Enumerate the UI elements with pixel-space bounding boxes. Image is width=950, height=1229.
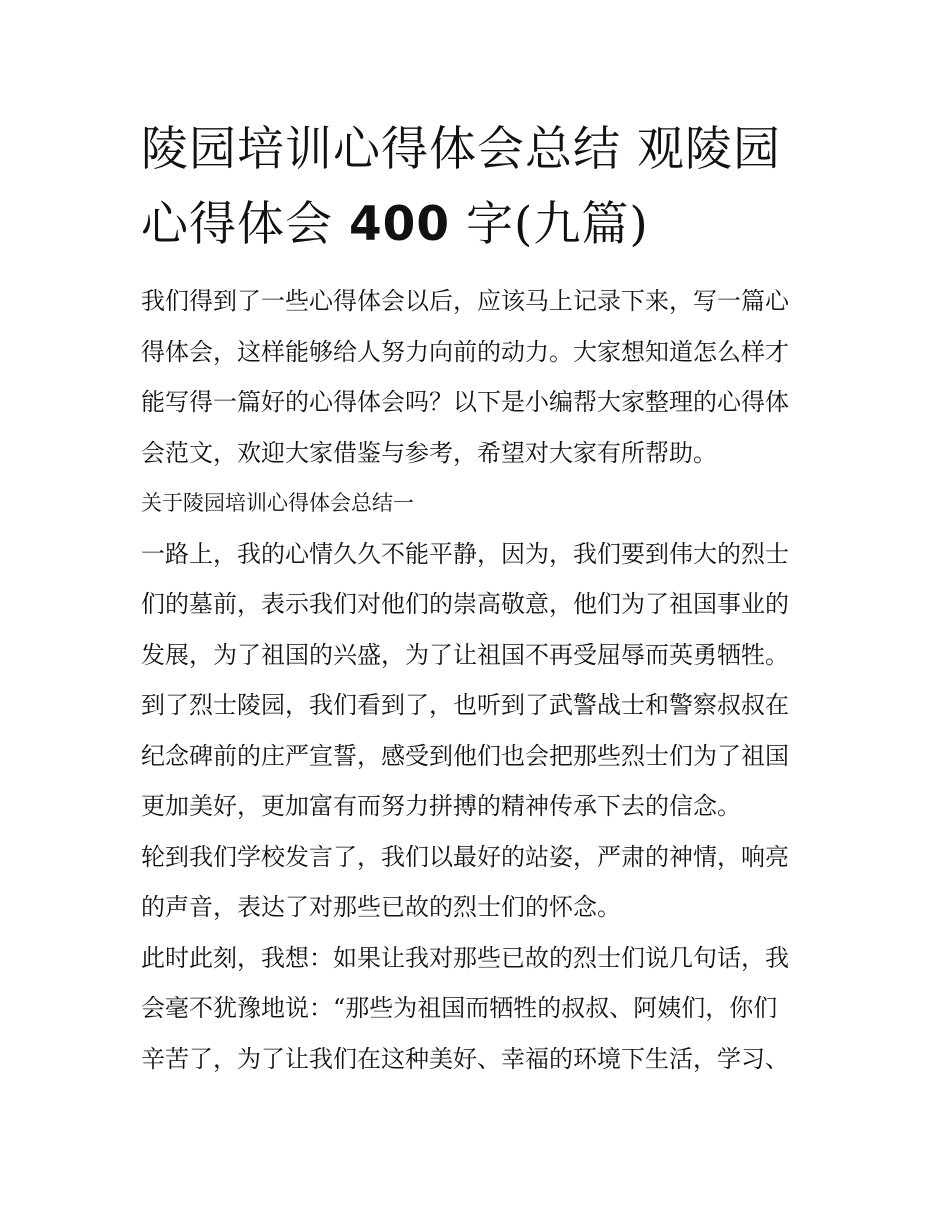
text-line: 此时此刻，我想：如果让我对那些已故的烈士们说几句话，我: [141, 943, 789, 972]
title-line-2-start: 心得体会: [141, 197, 333, 252]
section-heading: 关于陵园培训心得体会总结一: [141, 491, 414, 515]
document-body: [141, 276, 821, 1084]
text-line: 轮到我们学校发言了，我们以最好的站姿，严肃的神情，响亮: [141, 842, 789, 871]
text-line: 们的墓前，表示我们对他们的崇高敬意，他们为了祖国事业的: [141, 590, 789, 618]
paragraph-3: [141, 933, 821, 1085]
text-line: 会范文，欢迎大家借鉴与参考，希望对大家有所帮助。: [141, 438, 717, 467]
text-line: 发展，为了祖国的兴盛，为了让祖国不再受屈辱而英勇牺牲。: [141, 640, 789, 669]
title-line-1: 陵园培训心得体会总结 观陵园: [141, 122, 781, 177]
text-line: 一路上，我的心情久久不能平静，因为，我们要到伟大的烈士: [141, 539, 789, 568]
text-line: 我们得到了一些心得体会以后，应该马上记录下来，写一篇心: [141, 287, 789, 315]
title-number: 400: [348, 197, 451, 252]
paragraph-intro: [141, 276, 821, 478]
title-line-2-end: 字(九篇): [466, 197, 649, 252]
text-line: 的声音，表达了对那些已故的烈士们的怀念。: [141, 893, 621, 921]
text-line: 到了烈士陵园，我们看到了，也听到了武警战士和警察叔叔在: [141, 691, 789, 719]
text-line: 纪念碑前的庄严宣誓，感受到他们也会把那些烈士们为了祖国: [141, 741, 789, 770]
document-content: [141, 112, 821, 1084]
document-title: [141, 112, 821, 262]
paragraph-1: [141, 529, 821, 832]
paragraph-2: [141, 832, 821, 933]
text-line: 辛苦了，为了让我们在这种美好、幸福的环境下生活，学习、: [141, 1044, 789, 1073]
text-line: 得体会，这样能够给人努力向前的动力。大家想知道怎么样才: [141, 337, 789, 366]
text-line: 能写得一篇好的心得体会吗？以下是小编帮大家整理的心得体: [141, 388, 789, 416]
text-line: 更加美好，更加富有而努力拼搏的精神传承下去的信念。: [141, 792, 741, 820]
text-line: 会毫不犹豫地说：“那些为祖国而牺牲的叔叔、阿姨们，你们: [141, 994, 778, 1022]
